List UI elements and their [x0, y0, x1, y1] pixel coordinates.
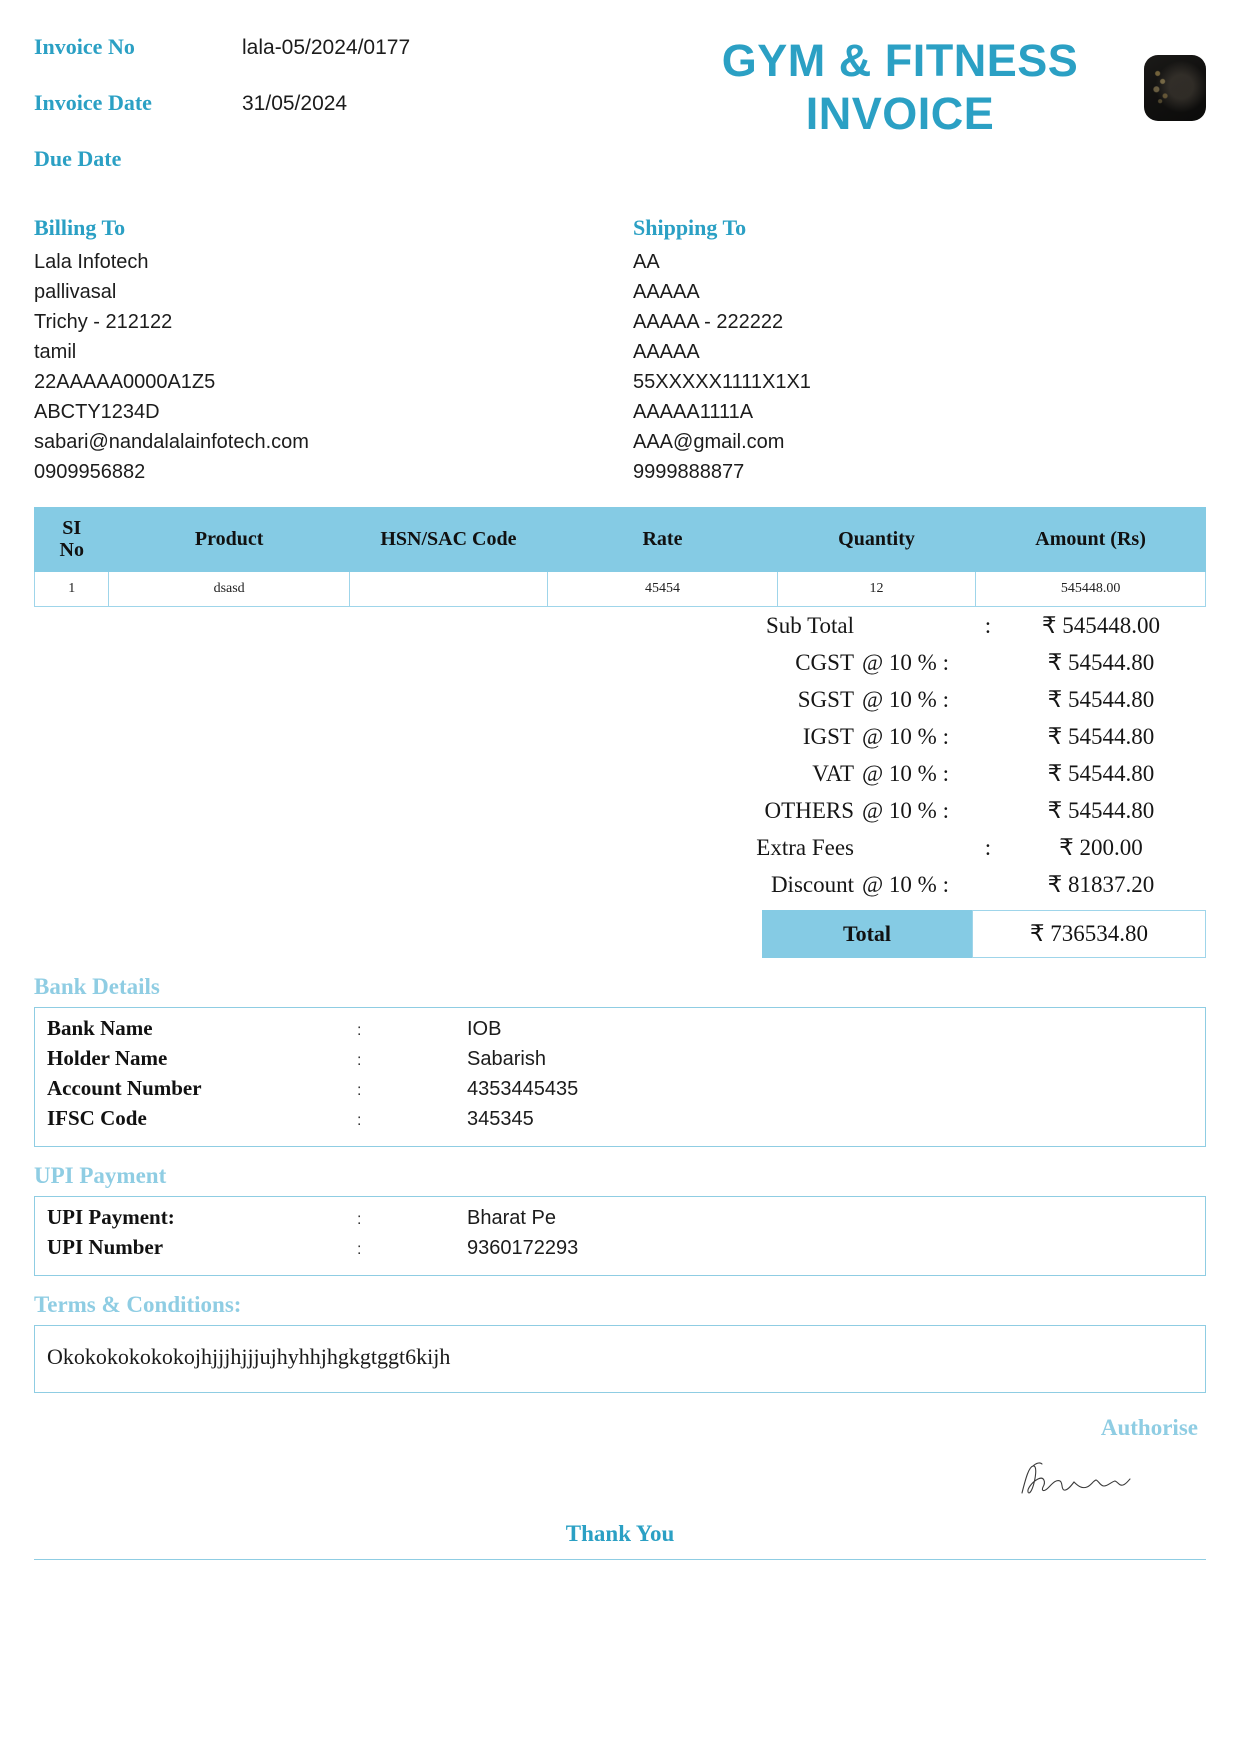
billing-to-block: [34, 215, 620, 487]
shipping-line: AAAAA: [633, 341, 700, 363]
items-table-head: [35, 508, 1206, 572]
upi-payment-colon: :: [357, 1210, 362, 1228]
authorise-label: Authorise: [1100, 1414, 1198, 1440]
shipping-line: AA: [633, 251, 660, 273]
totals-row-others: [34, 793, 1206, 830]
bank-name-label: Bank Name: [47, 1015, 153, 1040]
others-label: OTHERS: [764, 798, 854, 824]
terms-conditions-text: Okokokokokokojhjjjhjjjujhyhhjhgkgtggt6kijh: [47, 1343, 451, 1369]
bank-name-value: IOB: [467, 1017, 502, 1040]
page-title: GYM & FITNESS INVOICE: [721, 35, 1079, 140]
table-row: [35, 571, 1206, 606]
totals-row-cgst: [34, 645, 1206, 682]
column-header-amount: Amount (Rs): [976, 508, 1206, 572]
igst-label: IGST: [802, 724, 854, 750]
bank-details-panel: [34, 1007, 1206, 1147]
upi-payment-value: Bharat Pe: [467, 1206, 556, 1229]
upi-number-value: 9360172293: [467, 1236, 579, 1259]
billing-gstin: 22AAAAA0000A1Z5: [34, 371, 216, 393]
cell-hsn: [349, 571, 547, 606]
sgst-value: ₹ 54544.80: [1047, 687, 1155, 713]
vat-value: ₹ 54544.80: [1047, 761, 1155, 787]
totals-row-vat: [34, 756, 1206, 793]
account-number-colon: :: [357, 1081, 362, 1099]
sl-no-line2: No: [59, 539, 84, 562]
invoice-no-label: Invoice No: [34, 34, 135, 59]
cgst-value: ₹ 54544.80: [1047, 650, 1155, 676]
billing-phone: 0909956882: [34, 461, 146, 483]
igst-rate: @ 10 % :: [862, 724, 949, 750]
invoice-date-row: [34, 90, 634, 146]
holder-name-value: Sabarish: [467, 1047, 546, 1070]
cell-amount: 545448.00: [976, 571, 1206, 606]
upi-payment-label: UPI Payment:: [47, 1204, 175, 1229]
thank-you-text: Thank You: [565, 1520, 675, 1546]
footer-divider: [34, 1559, 1206, 1560]
others-rate: @ 10 % :: [862, 798, 949, 824]
sgst-rate: @ 10 % :: [862, 687, 949, 713]
grand-total-value: ₹ 736534.80: [972, 910, 1206, 958]
billing-to-title: Billing To: [34, 215, 126, 240]
column-header-quantity: Quantity: [777, 508, 975, 572]
invoice-header: [34, 0, 1206, 209]
shipping-to-title: Shipping To: [633, 215, 747, 240]
column-header-rate: Rate: [548, 508, 778, 572]
sub-total-label: Sub Total: [765, 613, 854, 639]
billing-line: tamil: [34, 341, 77, 363]
upi-payment-heading: UPI Payment: [34, 1162, 167, 1188]
bank-details-heading: Bank Details: [34, 973, 160, 999]
bank-name-row: [47, 1016, 1193, 1046]
igst-value: ₹ 54544.80: [1047, 724, 1155, 750]
column-header-product: Product: [109, 508, 349, 572]
account-number-label: Account Number: [47, 1075, 202, 1100]
document-title-block: [634, 34, 1206, 140]
billing-email: sabari@nandalalainfotech.com: [34, 431, 309, 453]
company-logo-image: [1144, 55, 1206, 121]
sl-no-line1: SI: [62, 517, 82, 539]
ifsc-code-colon: :: [357, 1111, 362, 1129]
ifsc-code-row: [47, 1106, 1193, 1136]
account-number-value: 4353445435: [467, 1077, 579, 1100]
due-date-row: [34, 146, 634, 202]
holder-name-colon: :: [357, 1051, 362, 1069]
cell-rate: 45454: [548, 571, 778, 606]
totals-row-sgst: [34, 682, 1206, 719]
shipping-line: AAAAA - 222222: [633, 311, 784, 333]
upi-number-colon: :: [357, 1240, 362, 1258]
shipping-phone: 9999888877: [633, 461, 745, 483]
column-header-sl-no: [35, 508, 109, 572]
holder-name-row: [47, 1046, 1193, 1076]
invoice-meta: [34, 34, 634, 202]
totals-row-discount: [34, 867, 1206, 904]
cell-product: dsasd: [109, 571, 349, 606]
shipping-pan: AAAAA1111A: [633, 401, 754, 423]
cell-quantity: 12: [777, 571, 975, 606]
terms-conditions-heading: Terms & Conditions:: [34, 1291, 242, 1317]
signature-icon: [1016, 1459, 1136, 1505]
upi-number-label: UPI Number: [47, 1234, 164, 1259]
shipping-to-block: [620, 215, 1206, 487]
totals-row-igst: [34, 719, 1206, 756]
upi-number-row: [47, 1235, 1193, 1265]
others-value: ₹ 54544.80: [1047, 798, 1155, 824]
discount-label: Discount: [770, 872, 854, 898]
vat-label: VAT: [812, 761, 854, 787]
invoice-date-label: Invoice Date: [34, 90, 152, 115]
sub-total-value: ₹ 545448.00: [1041, 613, 1161, 639]
invoice-date-value: 31/05/2024: [242, 92, 348, 115]
signature-area: [34, 1441, 1206, 1513]
billing-line: pallivasal: [34, 281, 117, 303]
vat-rate: @ 10 % :: [862, 761, 949, 787]
upi-payment-panel: [34, 1196, 1206, 1276]
sgst-label: SGST: [797, 687, 854, 713]
parties-section: [34, 215, 1206, 487]
column-header-hsn: HSN/SAC Code: [349, 508, 547, 572]
cgst-label: CGST: [795, 650, 854, 676]
sub-total-colon: :: [984, 613, 992, 639]
grand-total-row: [34, 910, 1206, 958]
billing-line: Trichy - 212122: [34, 311, 173, 333]
shipping-line: AAAAA: [633, 281, 700, 303]
shipping-email: AAA@gmail.com: [633, 431, 785, 453]
cgst-rate: @ 10 % :: [862, 650, 949, 676]
bank-name-colon: :: [357, 1021, 362, 1039]
holder-name-label: Holder Name: [47, 1045, 168, 1070]
cell-sl-no: 1: [35, 571, 109, 606]
discount-value: ₹ 81837.20: [1047, 872, 1155, 898]
extra-fees-colon: :: [984, 835, 992, 861]
totals-section: [34, 608, 1206, 958]
invoice-no-value: lala-05/2024/0177: [242, 36, 411, 59]
totals-row-sub-total: [34, 608, 1206, 645]
ifsc-code-label: IFSC Code: [47, 1105, 147, 1130]
shipping-gstin: 55XXXXX1111X1X1: [633, 371, 811, 393]
items-table: [34, 507, 1206, 607]
due-date-label: Due Date: [34, 146, 122, 171]
billing-pan: ABCTY1234D: [34, 401, 160, 423]
upi-payment-row: [47, 1205, 1193, 1235]
grand-total-label: Total: [762, 910, 972, 958]
ifsc-code-value: 345345: [467, 1107, 534, 1130]
items-table-body: [35, 571, 1206, 606]
terms-conditions-panel: [34, 1325, 1206, 1393]
account-number-row: [47, 1076, 1193, 1106]
discount-rate: @ 10 % :: [862, 872, 949, 898]
totals-row-extra-fees: [34, 830, 1206, 867]
billing-line: Lala Infotech: [34, 251, 149, 273]
invoice-no-row: [34, 34, 634, 90]
items-header-row: [35, 508, 1206, 572]
extra-fees-label: Extra Fees: [756, 835, 854, 861]
extra-fees-value: ₹ 200.00: [1059, 835, 1143, 861]
